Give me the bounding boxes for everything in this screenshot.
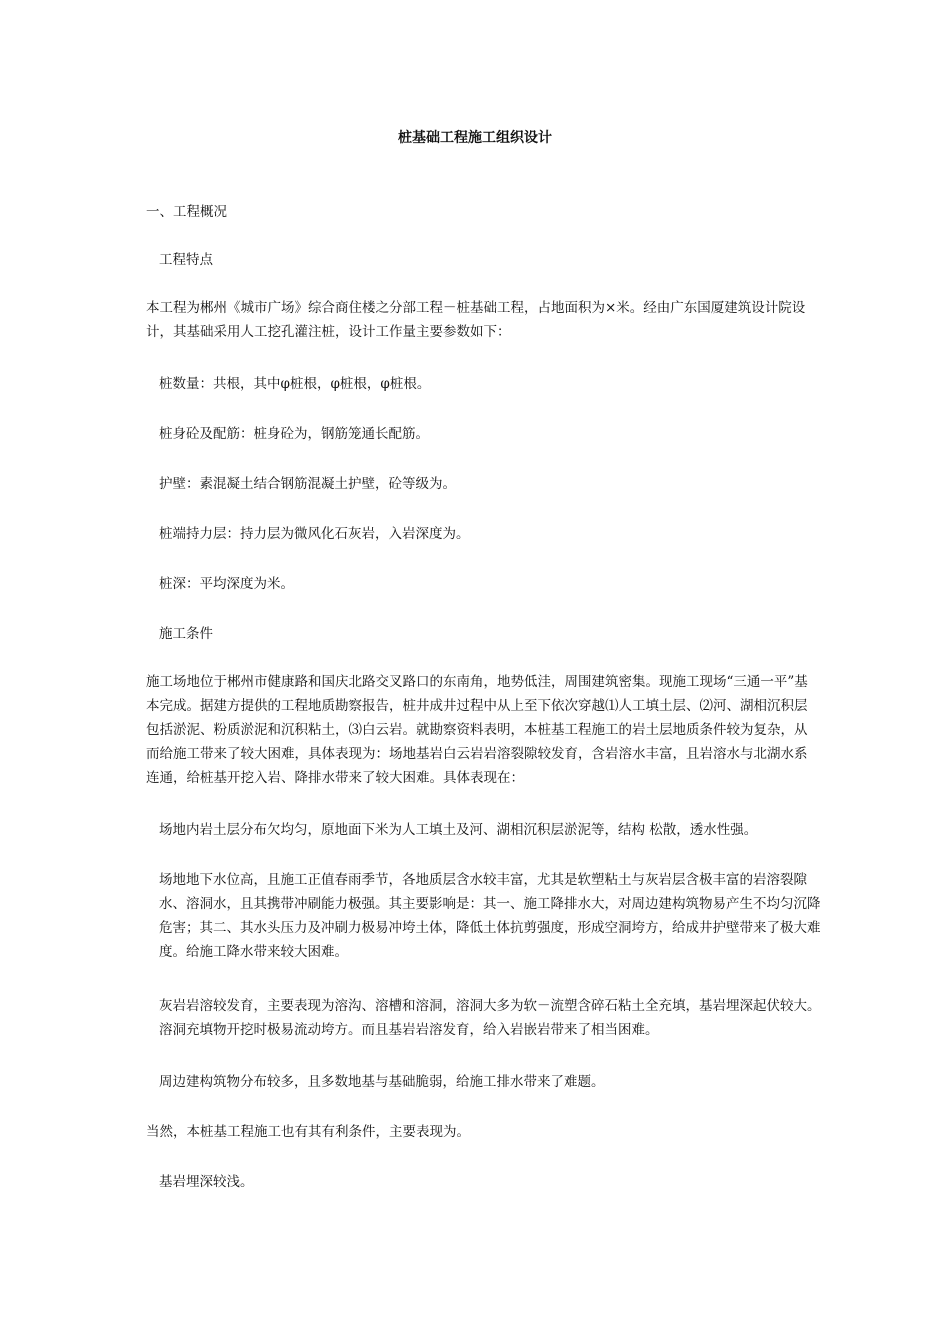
paragraph-favorable: 当然，本桩基工程施工也有其有利条件，主要表现为。 (146, 1124, 470, 1140)
paragraph-depth: 桩深：平均深度为米。 (159, 576, 294, 592)
paragraph-groundwater: 场地地下水位高，且施工正值春雨季节，各地质层含水较丰富，尤其是软塑粘土与灰岩层含极丰富的岩溶裂隙水、溶洞水，且其携带冲刷能力极强。其主要影响是：其一、施工降排水大，对周边建构筑物易产生不均匀沉降危害；其二、其水头压力及冲刷力极易冲垮土体，降低土体抗剪强度，形成空洞垮方，给成井护壁带来了极大难度。给施工降水带来较大困难。 (159, 872, 821, 960)
paragraph-bedrock: 基岩埋深较浅。 (159, 1174, 254, 1190)
paragraph-karst: 灰岩岩溶较发育，主要表现为溶沟、溶槽和溶洞，溶洞大多为软－流塑含碎石粘土全充填，基岩埋深起伏较大。溶洞充填物开挖时极易流动垮方。而且基岩岩溶发育，给入岩嵌岩带来了相当困难。 (159, 998, 821, 1038)
subheading-conditions: 施工条件 (159, 626, 213, 642)
paragraph-surroundings: 周边建构筑物分布较多，且多数地基与基础脆弱，给施工排水带来了难题。 (159, 1074, 605, 1090)
paragraph-bearing-layer: 桩端持力层：持力层为微风化石灰岩，入岩深度为。 (159, 526, 470, 542)
paragraph-site: 施工场地位于郴州市健康路和国庆北路交叉路口的东南角，地势低洼，周围建筑密集。现施工现场“三通一平”基本完成。据建方提供的工程地质勘察报告，桩井成井过程中从上至下依次穿越⑴人工填土层、⑵河、湖相沉积层包括淤泥、粉质淤泥和沉积粘土，⑶白云岩。就勘察资料表明，本桩基工程施工的岩土层地质条件较为复杂，从而给施工带来了较大困难，具体表现为：场地基岩白云岩岩溶裂隙较发育，含岩溶水丰富，且岩溶水与北湖水系连通，给桩基开挖入岩、降排水带来了较大困难。具体表现在： (146, 674, 808, 786)
paragraph-project: 本工程为郴州《城市广场》综合商住楼之分部工程－桩基础工程，占地面积为×米。经由广东国厦建筑设计院设计，其基础采用人工挖孔灌注桩，设计工作量主要参数如下： (146, 300, 806, 340)
subheading-features: 工程特点 (159, 252, 213, 268)
paragraph-pile-body: 桩身砼及配筋：桩身砼为，钢筋笼通长配筋。 (159, 426, 429, 442)
paragraph-soil: 场地内岩土层分布欠均匀，原地面下米为人工填土及河、湖相沉积层淤泥等，结构 松散，透水性强。 (159, 822, 758, 838)
section-heading-overview: 一、工程概况 (146, 204, 227, 220)
paragraph-wall: 护壁：素混凝土结合钢筋混凝土护壁，砼等级为。 (159, 476, 456, 492)
paragraph-pile-count: 桩数量：共根，其中φ桩根，φ桩根，φ桩根。 (159, 376, 431, 392)
document-title: 桩基础工程施工组织设计 (398, 130, 552, 146)
